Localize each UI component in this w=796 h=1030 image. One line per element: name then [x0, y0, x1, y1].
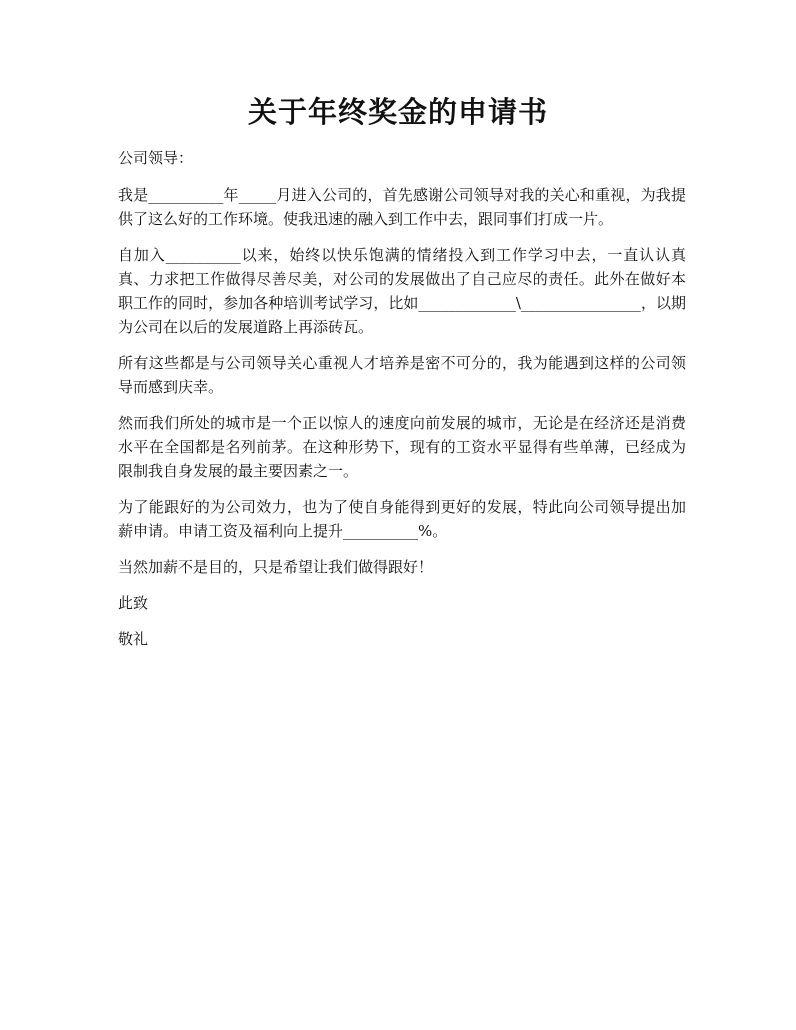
- paragraph-hope: 当然加薪不是目的，只是希望让我们做得跟好！: [118, 558, 434, 576]
- closing-respectfully: 此致: [118, 594, 149, 612]
- paragraph-city-development: 然而我们所处的城市是一个正以惊人的速度向前发展的城市，无论是在经济还是消费水平在全国都是名列前茅。在这种形势下，现有的工资水平显得有些单薄，已经成为限制我自身发展的最主要因素之一。: [118, 414, 686, 480]
- paragraph-join-date: 我是__________年_____月进入公司的，首先感谢公司领导对我的关心和重视，为我提供了这么好的工作环境。使我迅速的融入到工作中去，跟同事们打成一片。: [118, 186, 686, 228]
- closing-salute: 敬礼: [118, 630, 149, 648]
- document-title: 关于年终奖金的申请书: [247, 95, 548, 129]
- document-body: [118, 146, 686, 663]
- paragraph-gratitude: 所有这些都是与公司领导关心重视人才培养是密不可分的，我为能遇到这样的公司领导而感到庆幸。: [118, 354, 686, 396]
- salutation: 公司领导：: [118, 149, 194, 167]
- paragraph-work-attitude: 自加入__________以来，始终以快乐饱满的情绪投入到工作学习中去，一直认认真真、力求把工作做得尽善尽美，对公司的发展做出了自己应尽的责任。此外在做好本职工作的同时，参加各种培训考试学习，比如_____________\________________，以期为公司在以后的发展道路上再添砖瓦。: [118, 246, 686, 336]
- paragraph-raise-request: 为了能跟好的为公司效力，也为了使自身能得到更好的发展，特此向公司领导提出加薪申请。申请工资及福利向上提升__________%。: [118, 498, 686, 540]
